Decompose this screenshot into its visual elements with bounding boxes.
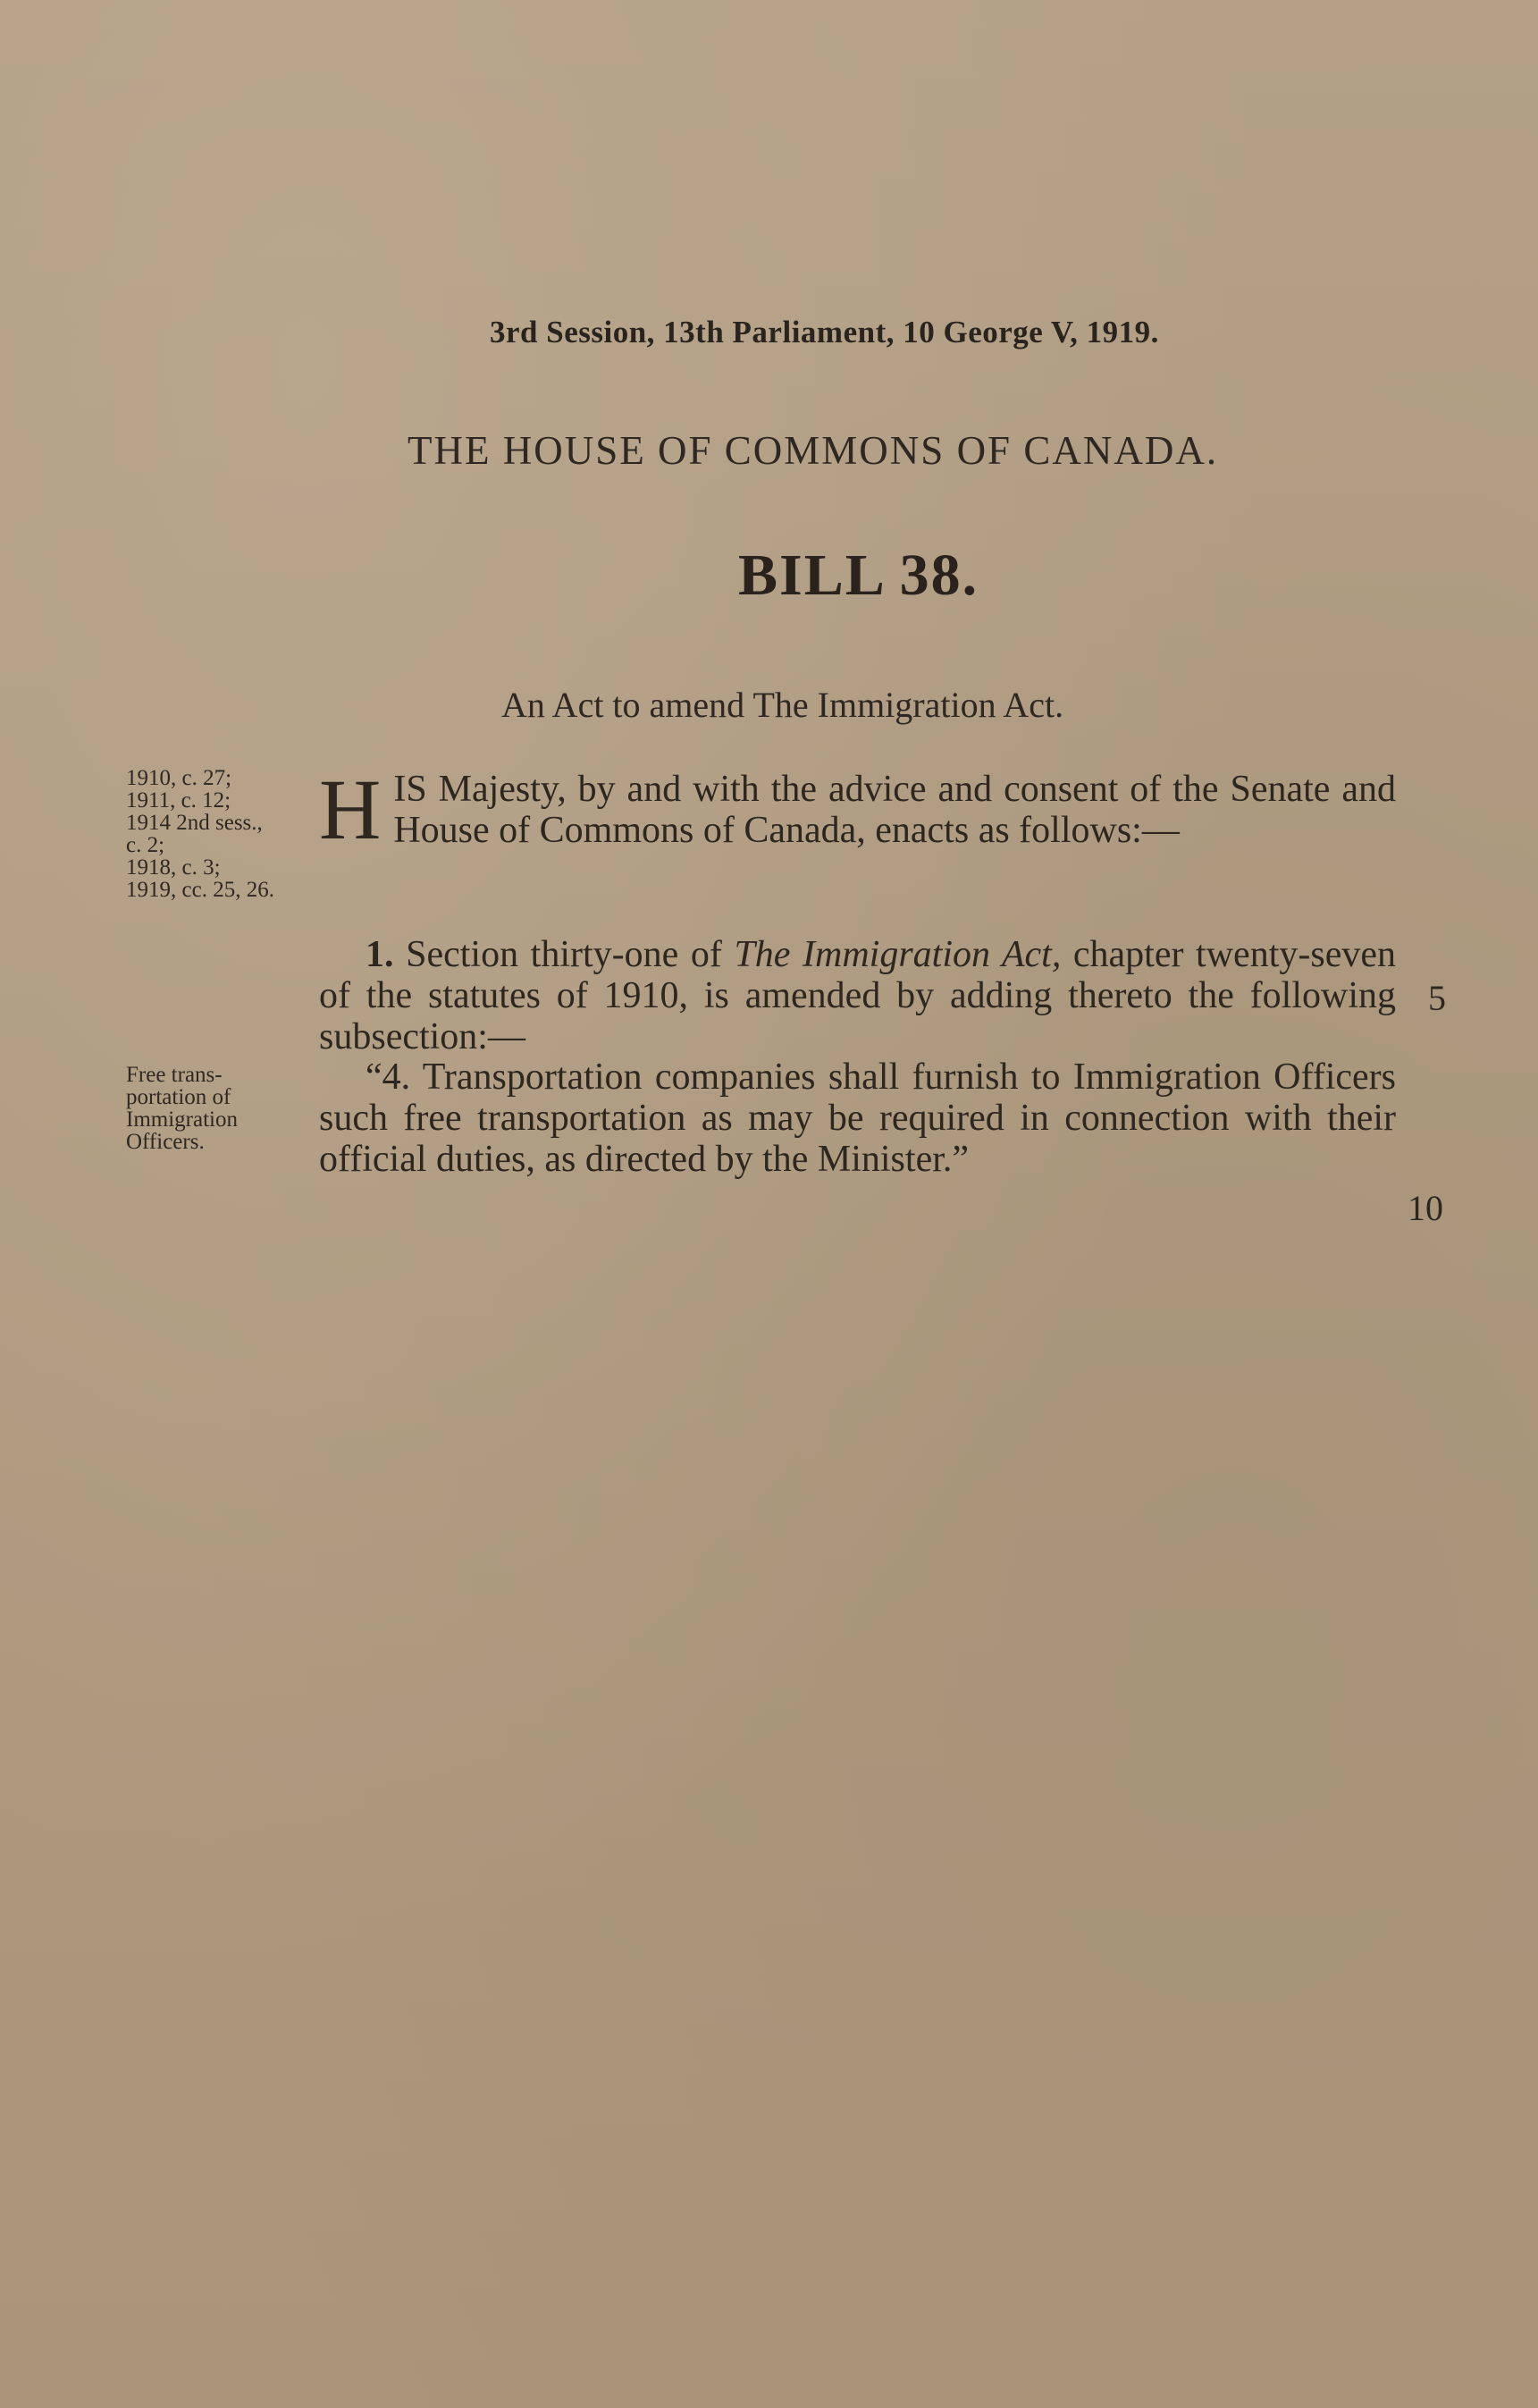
house-heading: THE HOUSE OF COMMONS OF CANADA. <box>408 428 1219 473</box>
sidenote-line: portation of <box>126 1085 231 1109</box>
sidenote-line: Free trans- <box>126 1063 223 1087</box>
citation-line: 1911, c. 12; <box>126 788 231 812</box>
sidenote-line: Immigration <box>126 1107 238 1132</box>
citation-line: c. 2; <box>126 833 165 857</box>
section-one <box>319 934 1396 1057</box>
subsection-four: “4. Transportation companies shall furnish to Immigration Officers such free transportation as may be required in connection with their official duties, as directed by the Minister.” <box>319 1057 1396 1180</box>
bill-title: BILL 38. <box>738 543 979 608</box>
citation-line: 1918, c. 3; <box>126 855 221 880</box>
act-name: The Immigration Act, <box>734 934 1062 975</box>
citation-line: 1910, c. 27; <box>126 766 232 790</box>
section-text-before: Section thirty-one of <box>393 934 735 975</box>
act-subtitle: An Act to amend The Immigration Act. <box>501 685 1064 725</box>
line-number-5: 5 <box>1428 978 1446 1018</box>
enacting-text: IS Majesty, by and with the advice and consent of the Senate and House of Commons of Canada, enacts as follows:— <box>393 769 1396 851</box>
section-text-after: chapter twenty-seven of the statutes of 1910, is amended by adding thereto the following subsection:— <box>319 934 1396 1057</box>
citation-line: 1914 2nd sess., <box>126 811 263 835</box>
session-heading: 3rd Session, 13th Parliament, 10 George V, 1919. <box>490 315 1159 349</box>
section-number: 1. <box>366 934 394 975</box>
enacting-clause <box>319 762 1396 857</box>
marginal-citations <box>126 767 274 901</box>
line-number-10: 10 <box>1408 1188 1443 1228</box>
citation-line: 1919, cc. 25, 26. <box>126 878 274 902</box>
marginal-sidenote <box>126 1064 238 1153</box>
sidenote-line: Officers. <box>126 1130 205 1154</box>
drop-cap: H <box>319 762 382 857</box>
